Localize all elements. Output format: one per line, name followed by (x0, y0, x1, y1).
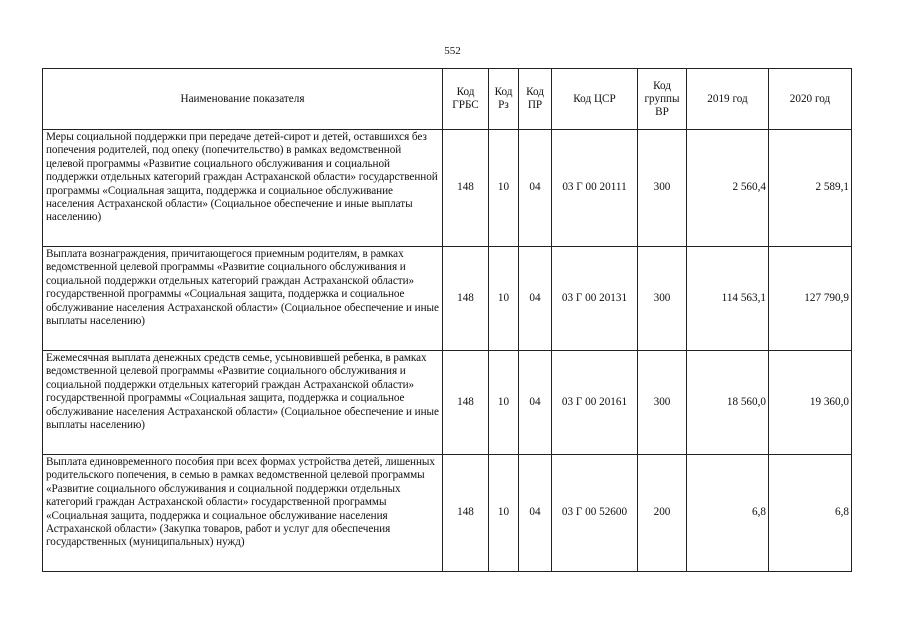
amount-2020-cell: 127 790,9 (769, 247, 852, 351)
amount-2019-cell: 114 563,1 (687, 247, 769, 351)
pr-cell: 04 (519, 130, 552, 247)
rz-cell: 10 (489, 351, 519, 455)
amount-2019-cell: 18 560,0 (687, 351, 769, 455)
header-2019: 2019 год (687, 69, 769, 130)
vr-cell: 300 (638, 130, 687, 247)
table-row (43, 351, 852, 455)
vr-cell: 300 (638, 247, 687, 351)
vr-cell: 300 (638, 351, 687, 455)
indicator-name-cell: Ежемесячная выплата денежных средств семье, усыновившей ребенка, в рамках ведомственной целевой программы «Развитие социального обслуживания и социальной поддержки отдельных категорий граждан Астраханской области» государственной программы «Социальная защита, поддержка и социальное обслуживание населения Астраханской области» (Социальное обеспечение и иные выплаты населению) (43, 351, 443, 455)
pr-cell: 04 (519, 455, 552, 572)
header-name: Наименование показателя (43, 69, 443, 130)
csr-cell: 03 Г 00 20131 (552, 247, 638, 351)
header-row (43, 69, 852, 130)
rz-cell: 10 (489, 247, 519, 351)
indicator-name-cell: Меры социальной поддержки при передаче детей-сирот и детей, оставшихся без попечения родителей, под опеку (попечительство) в рамках ведомственной целевой программы «Развитие социального обслуживания и социальной поддержки отдельных категорий граждан Астраханской области» государственной программы «Социальная защита, поддержка и социальное обслуживание населения Астраханской области» (Социальное обеспечение и иные выплаты населению) (43, 130, 443, 247)
rz-cell: 10 (489, 130, 519, 247)
budget-table (42, 68, 852, 572)
amount-2020-cell: 6,8 (769, 455, 852, 572)
rz-cell: 10 (489, 455, 519, 572)
table-row (43, 247, 852, 351)
grbs-cell: 148 (443, 130, 489, 247)
header-pr: Код ПР (519, 69, 552, 130)
amount-2020-cell: 19 360,0 (769, 351, 852, 455)
indicator-name-cell: Выплата единовременного пособия при всех формах устройства детей, лишенных родительского попечения, в семью в рамках ведомственной целевой программы «Развитие социального обслуживания и социальной поддержки отдельных категорий граждан Астраханской области» государственной программы «Социальная защита, поддержка и социальное обслуживание населения Астраханской области» (Закупка товаров, работ и услуг для обеспечения государственных (муниципальных) нужд) (43, 455, 443, 572)
csr-cell: 03 Г 00 20111 (552, 130, 638, 247)
pr-cell: 04 (519, 247, 552, 351)
vr-cell: 200 (638, 455, 687, 572)
indicator-name-cell: Выплата вознаграждения, причитающегося приемным родителям, в рамках ведомственной целевой программы «Развитие социального обслуживания и социальной поддержки отдельных категорий граждан Астраханской области» государственной программы «Социальная защита, поддержка и социальное обслуживание населения Астраханской области» (Социальное обеспечение и иные выплаты населению) (43, 247, 443, 351)
grbs-cell: 148 (443, 247, 489, 351)
grbs-cell: 148 (443, 351, 489, 455)
header-csr: Код ЦСР (552, 69, 638, 130)
header-2020: 2020 год (769, 69, 852, 130)
csr-cell: 03 Г 00 20161 (552, 351, 638, 455)
amount-2019-cell: 2 560,4 (687, 130, 769, 247)
grbs-cell: 148 (443, 455, 489, 572)
page-number: 552 (444, 45, 461, 57)
header-rz: Код Рз (489, 69, 519, 130)
table-row (43, 130, 852, 247)
amount-2019-cell: 6,8 (687, 455, 769, 572)
amount-2020-cell: 2 589,1 (769, 130, 852, 247)
header-grbs: Код ГРБС (443, 69, 489, 130)
header-vr: Код группы ВР (638, 69, 687, 130)
csr-cell: 03 Г 00 52600 (552, 455, 638, 572)
table-row (43, 455, 852, 572)
pr-cell: 04 (519, 351, 552, 455)
